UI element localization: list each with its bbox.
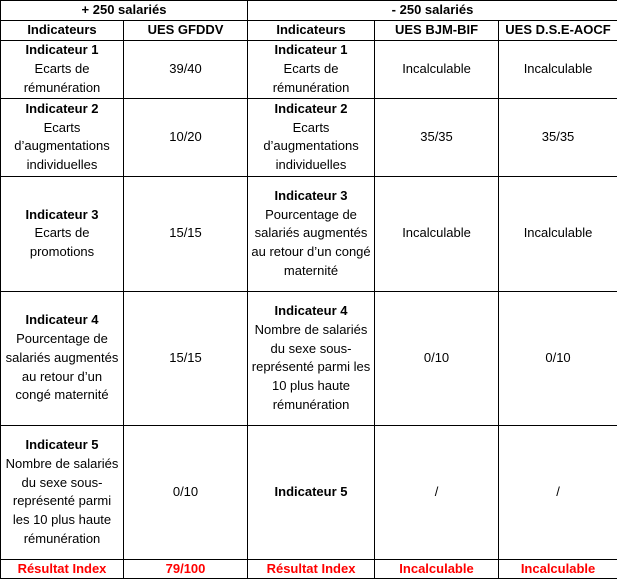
result-label-right: Résultat Index: [248, 559, 375, 579]
header-indicateurs-right: Indicateurs: [248, 20, 375, 40]
table-row: [1, 98, 617, 176]
right-indicator-desc: Ecarts d’augmentations individuelles: [250, 119, 372, 175]
result-bjm-bif: Incalculable: [375, 559, 499, 579]
result-gfddv: 79/100: [124, 559, 248, 579]
gfddv-value: 10/20: [124, 98, 248, 176]
left-indicator-cell: [1, 98, 124, 176]
result-row: [1, 559, 617, 579]
right-indicator-title: Indicateur 4: [250, 302, 372, 321]
left-indicator-desc: Ecarts d’augmentations individuelles: [3, 119, 121, 175]
gfddv-value: 39/40: [124, 40, 248, 98]
dse-aocf-value: Incalculable: [499, 40, 617, 98]
left-indicator-title: Indicateur 5: [3, 436, 121, 455]
left-indicator-title: Indicateur 2: [3, 100, 121, 119]
dse-aocf-value: /: [499, 425, 617, 559]
table-row: [1, 176, 617, 291]
right-indicator-cell: [248, 425, 375, 559]
table-row: [1, 40, 617, 98]
left-indicator-desc: Ecarts de rémunération: [3, 60, 121, 97]
left-indicator-cell: [1, 176, 124, 291]
right-indicator-title: Indicateur 1: [250, 41, 372, 60]
right-indicator-desc: Ecarts de rémunération: [250, 60, 372, 97]
right-indicator-title: Indicateur 3: [250, 187, 372, 206]
header-ues-gfddv: UES GFDDV: [124, 20, 248, 40]
dse-aocf-value: Incalculable: [499, 176, 617, 291]
left-indicator-title: Indicateur 1: [3, 41, 121, 60]
gfddv-value: 15/15: [124, 291, 248, 425]
gfddv-value: 15/15: [124, 176, 248, 291]
gfddv-value: 0/10: [124, 425, 248, 559]
bjm-bif-value: 35/35: [375, 98, 499, 176]
table-row: [1, 291, 617, 425]
left-indicator-title: Indicateur 3: [3, 206, 121, 225]
right-indicator-cell: [248, 176, 375, 291]
bjm-bif-value: 0/10: [375, 291, 499, 425]
left-indicator-cell: [1, 291, 124, 425]
column-header-row: [1, 20, 617, 40]
header-ues-dse-aocf: UES D.S.E-AOCF: [499, 20, 617, 40]
right-indicator-cell: [248, 98, 375, 176]
left-indicator-title: Indicateur 4: [3, 311, 121, 330]
bjm-bif-value: /: [375, 425, 499, 559]
left-indicator-desc: Nombre de salariés du sexe sous-représenté parmi les 10 plus haute rémunération: [3, 455, 121, 549]
result-label-left: Résultat Index: [1, 559, 124, 579]
result-dse-aocf: Incalculable: [499, 559, 617, 579]
table-row: [1, 425, 617, 559]
dse-aocf-value: 0/10: [499, 291, 617, 425]
right-indicator-cell: [248, 40, 375, 98]
right-indicator-desc: Nombre de salariés du sexe sous-représenté parmi les 10 plus haute rémunération: [250, 321, 372, 415]
left-indicator-desc: Pourcentage de salariés augmentés au retour d’un congé maternité: [3, 330, 121, 405]
bjm-bif-value: Incalculable: [375, 40, 499, 98]
left-indicator-desc: Ecarts de promotions: [3, 224, 121, 261]
dse-aocf-value: 35/35: [499, 98, 617, 176]
right-indicator-cell: [248, 291, 375, 425]
right-indicator-title: Indicateur 5: [250, 483, 372, 502]
group-minus-250: - 250 salariés: [248, 1, 617, 21]
right-indicator-desc: Pourcentage de salariés augmentés au retour d’un congé maternité: [250, 206, 372, 281]
right-indicator-title: Indicateur 2: [250, 100, 372, 119]
bjm-bif-value: Incalculable: [375, 176, 499, 291]
left-indicator-cell: [1, 40, 124, 98]
left-indicator-cell: [1, 425, 124, 559]
header-ues-bjm-bif: UES BJM-BIF: [375, 20, 499, 40]
group-plus-250: + 250 salariés: [1, 1, 248, 21]
header-indicateurs-left: Indicateurs: [1, 20, 124, 40]
group-header-row: [1, 1, 617, 21]
